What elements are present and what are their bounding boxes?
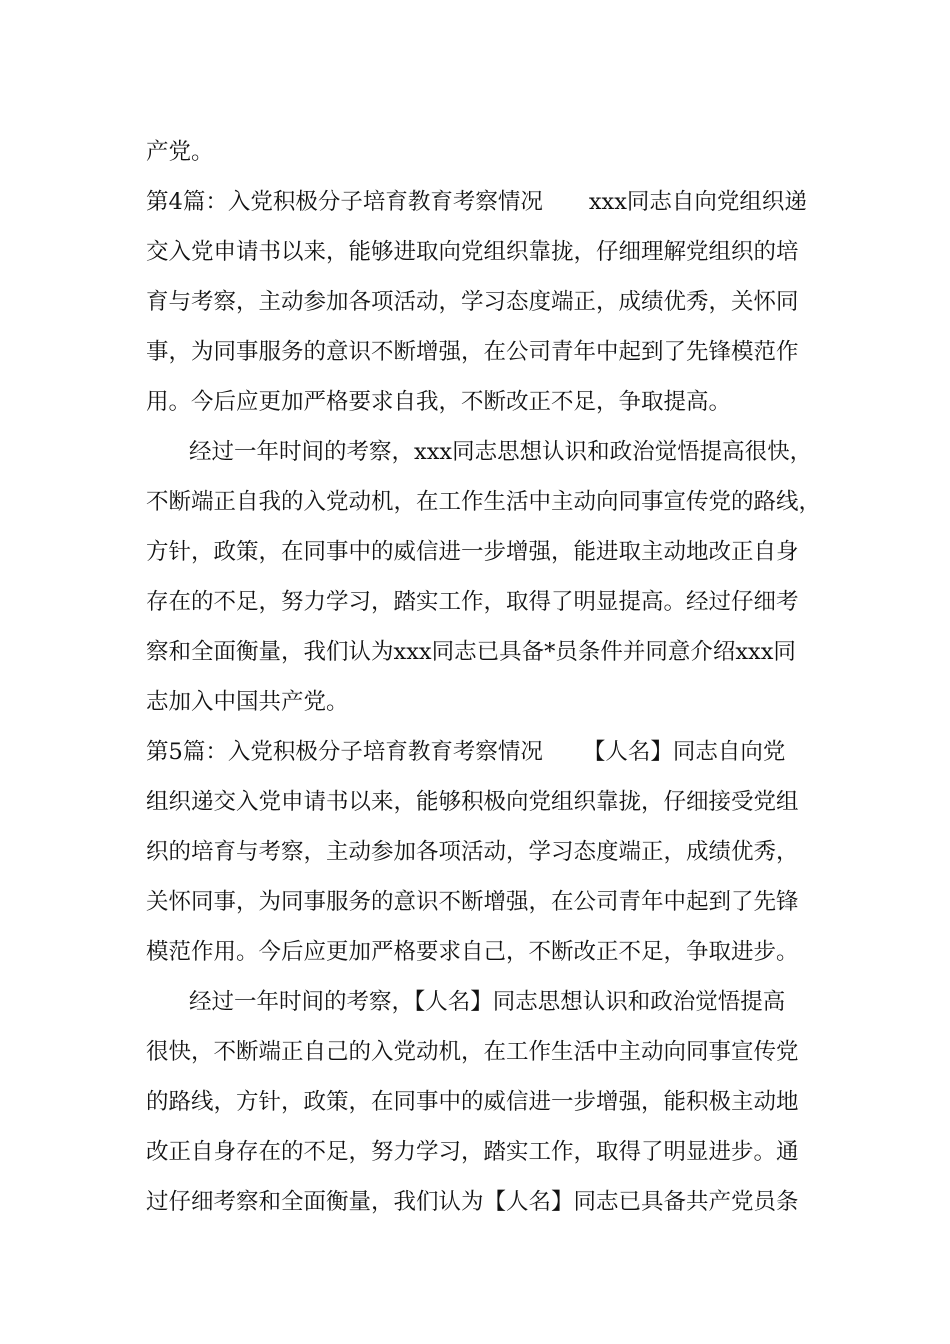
text-line: 很快，不断端正自己的入党动机，在工作生活中主动向同事宣传党	[146, 1039, 799, 1065]
text-line: 用。今后应更加严格要求自我，不断改正不足，争取提高。	[146, 389, 732, 415]
article-5-title: 第5篇：入党积极分子培育教育考察情况	[146, 739, 543, 765]
text-line: 关怀同事，为同事服务的意识不断增强，在公司青年中起到了先锋	[146, 889, 799, 915]
article-4-title: 第4篇：入党积极分子培育教育考察情况	[146, 189, 543, 215]
text-line: 存在的不足，努力学习，踏实工作，取得了明显提高。经过仔细考	[146, 589, 799, 615]
text-line: 产党。	[146, 139, 214, 165]
text-line: 事，为同事服务的意识不断增强，在公司青年中起到了先锋模范作	[146, 339, 799, 365]
paragraph-start-line: 经过一年时间的考察，xxx同志思想认识和政治觉悟提高很快，	[189, 439, 813, 465]
text-line: 织的培育与考察，主动参加各项活动，学习态度端正，成绩优秀，	[146, 839, 799, 865]
text-line: 的路线，方针，政策，在同事中的威信进一步增强，能积极主动地	[146, 1089, 799, 1115]
text-line: 改正自身存在的不足，努力学习，踏实工作，取得了明显进步。通	[146, 1139, 799, 1165]
text-fragment: 【人名】同志自向党	[582, 739, 786, 765]
text-fragment: xxx同志自向党组织递	[588, 189, 807, 215]
paragraph-start-line: 经过一年时间的考察，【人名】同志思想认识和政治觉悟提高	[189, 989, 786, 1015]
text-line: 方针，政策，在同事中的威信进一步增强，能进取主动地改正自身	[146, 539, 799, 565]
text-line: 察和全面衡量，我们认为xxx同志已具备*员条件并同意介绍xxx同	[146, 639, 796, 665]
text-line: 不断端正自我的入党动机，在工作生活中主动向同事宣传党的路线，	[146, 489, 822, 515]
text-line: 组织递交入党申请书以来，能够积极向党组织靠拢，仔细接受党组	[146, 789, 799, 815]
article-5-heading-line	[146, 737, 785, 767]
text-line: 过仔细考察和全面衡量，我们认为【人名】同志已具备共产党员条	[146, 1189, 799, 1215]
text-line: 育与考察，主动参加各项活动，学习态度端正，成绩优秀，关怀同	[146, 289, 799, 315]
text-line: 交入党申请书以来，能够进取向党组织靠拢，仔细理解党组织的培	[146, 239, 799, 265]
text-line: 志加入中国共产党。	[146, 689, 349, 715]
text-line: 模范作用。今后应更加严格要求自己，不断改正不足，争取进步。	[146, 939, 799, 965]
article-4-heading-line	[146, 187, 807, 217]
